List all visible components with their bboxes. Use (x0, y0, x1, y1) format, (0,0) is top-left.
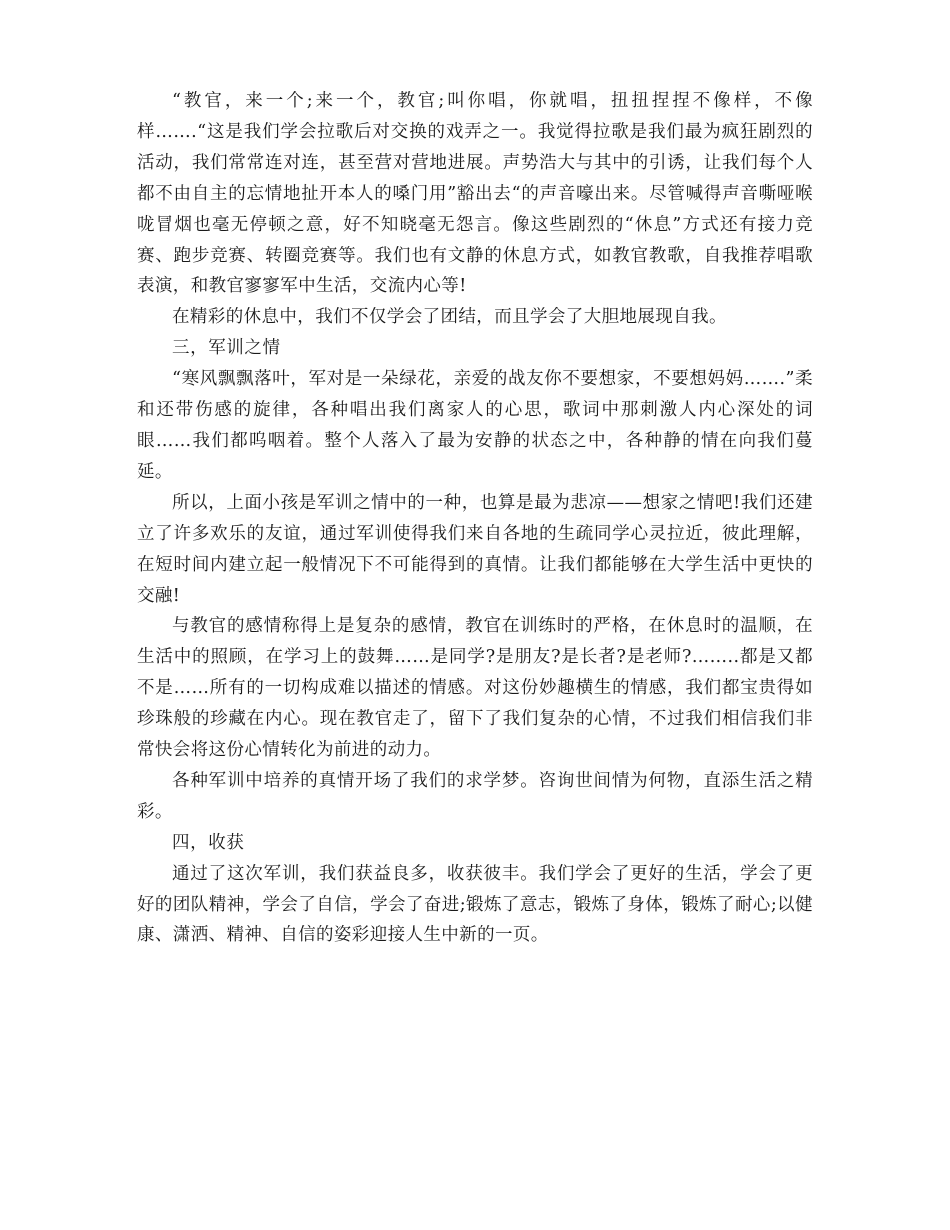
paragraph-gains: 通过了这次军训，我们获益良多，收获彼丰。我们学会了更好的生活，学会了更好的团队精神，学会了自信，学会了奋进;锻炼了意志，锻炼了身体，锻炼了耐心;以健康、潇洒、精神、自信的姿彩迎接人生中新的一页。 (137, 863, 813, 946)
paragraph-unity: 在精彩的休息中，我们不仅学会了团结，而且学会了大胆地展现自我。 (172, 307, 727, 328)
paragraph-instructor: 与教官的感情称得上是复杂的感情，教官在训练时的严格，在休息时的温顺，在生活中的照顾，在学习上的鼓舞……是同学?是朋友?是长者?是老师?……..都是又都不是……所有的一切构成难以描述的情感。对这份妙趣横生的情感，我们都宝贵得如珍珠般的珍藏在内心。现在教官走了，留下了我们复杂的心情，不过我们相信我们非常快会将这份心情转化为前进的动力。 (137, 616, 813, 761)
paragraph-dream: 各种军训中培养的真情开场了我们的求学梦。咨询世间情为何物，直添生活之精彩。 (137, 770, 813, 822)
section-heading-feelings: 三，军训之情 (172, 338, 281, 359)
paragraph-friendship: 所以，上面小孩是军训之情中的一种，也算是最为悲凉——想家之情吧!我们还建立了许多欢乐的友谊，通过军训使得我们来自各地的生疏同学心灵拉近，彼此理解，在短时间内建立起一般情况下不可能得到的真情。让我们都能够在大学生活中更快的交融! (137, 492, 813, 606)
document-page (137, 86, 813, 1166)
section-heading-harvest: 四，收获 (172, 832, 245, 853)
paragraph-drill-songs: “教官，来一个;来一个，教官;叫你唱，你就唱，扭扭捏捏不像样，不像样…….“这是我们学会拉歌后对交换的戏弄之一。我觉得拉歌是我们最为疯狂剧烈的活动，我们常常连对连，甚至营对营地进展。声势浩大与其中的引诱，让我们每个人都不由自主的忘情地扯开本人的嗓门用”豁出去“的声音嚎出来。尽管喊得声音嘶哑喉咙冒烟也毫无停顿之意，好不知晓毫无怨言。像这些剧烈的“休息”方式还有接力竞赛、跑步竞赛、转圈竞赛等。我们也有文静的休息方式，如教官教歌，自我推荐唱歌表演，和教官寥寥军中生活，交流内心等! (137, 91, 813, 297)
paragraph-song-lyrics: “寒风飘飘落叶，军对是一朵绿花，亲爱的战友你不要想家，不要想妈妈…….”柔和还带伤感的旋律，各种唱出我们离家人的心思，歌词中那刺激人内心深处的词眼……我们都呜咽着。整个人落入了最为安静的状态之中，各种静的情在向我们蔓延。 (137, 369, 813, 482)
